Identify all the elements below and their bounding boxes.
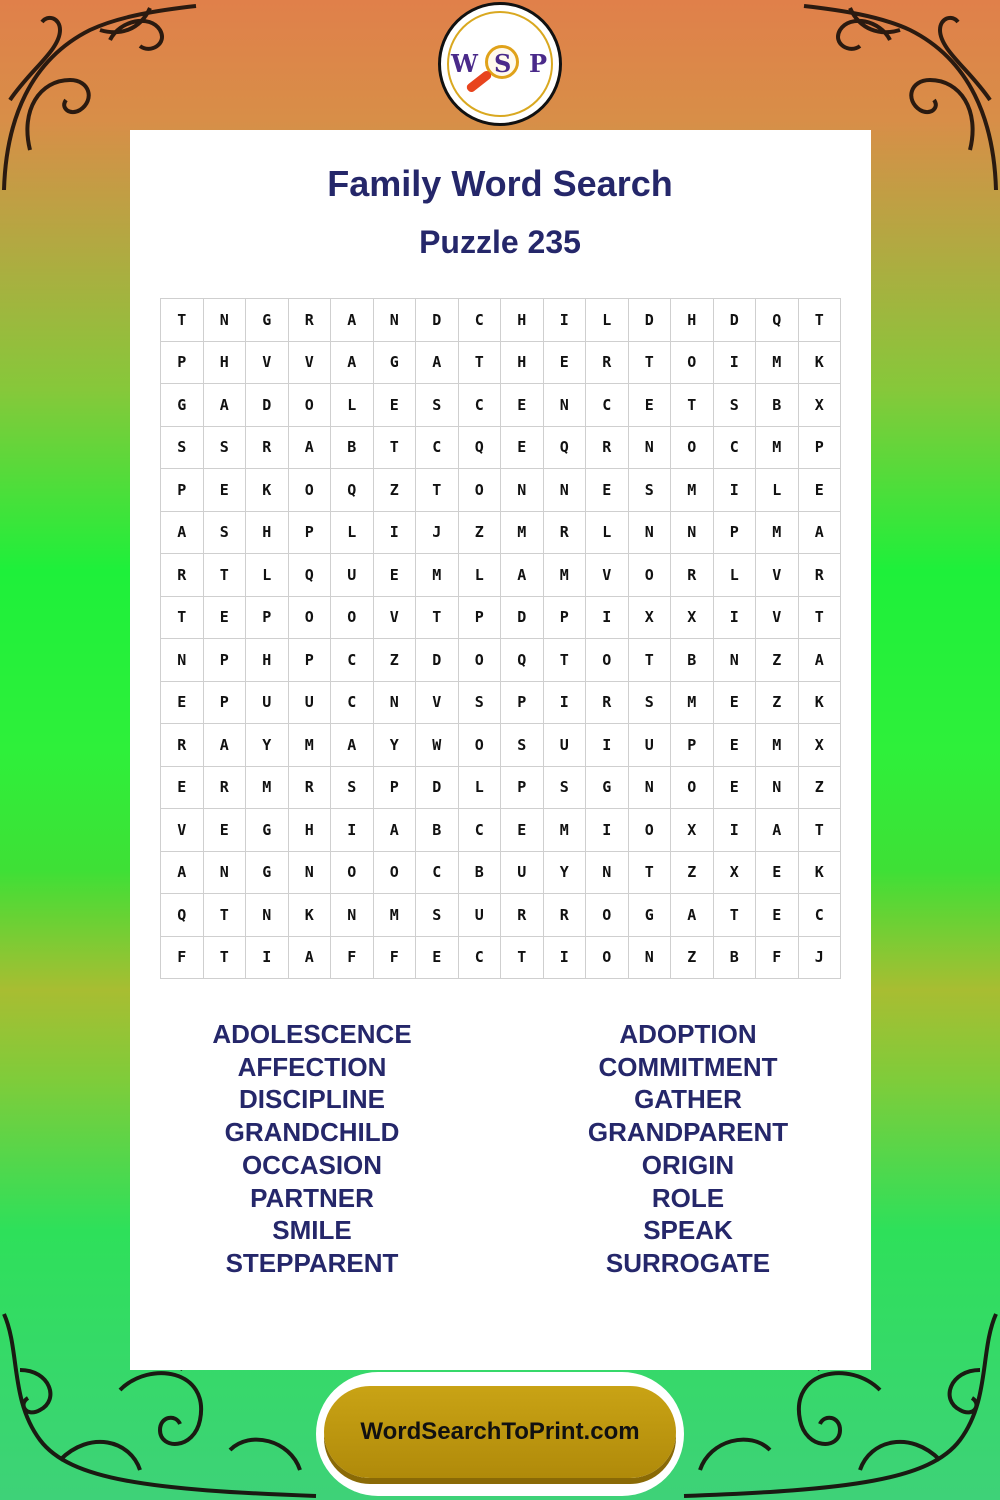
grid-cell[interactable]: N [629, 512, 672, 555]
grid-cell[interactable]: B [756, 384, 799, 427]
grid-cell[interactable]: F [161, 937, 204, 980]
grid-cell[interactable]: I [544, 937, 587, 980]
grid-cell[interactable]: V [756, 554, 799, 597]
grid-cell[interactable]: P [459, 597, 502, 640]
word-list-right [538, 1018, 838, 1280]
grid-cell[interactable]: M [671, 682, 714, 725]
grid-cell[interactable]: R [586, 427, 629, 470]
grid-cell[interactable]: N [161, 639, 204, 682]
grid-cell[interactable]: G [246, 809, 289, 852]
grid-cell[interactable]: U [501, 852, 544, 895]
word-item: OCCASION [241, 1149, 383, 1180]
grid-cell[interactable]: X [629, 597, 672, 640]
grid-cell[interactable]: U [544, 724, 587, 767]
grid-cell[interactable]: P [289, 512, 332, 555]
grid-cell[interactable]: T [204, 937, 247, 980]
grid-cell[interactable]: L [459, 767, 502, 810]
grid-cell[interactable]: O [586, 894, 629, 937]
grid-cell[interactable]: T [204, 554, 247, 597]
grid-cell[interactable]: I [586, 724, 629, 767]
grid-cell[interactable]: X [671, 809, 714, 852]
grid-cell[interactable]: P [544, 597, 587, 640]
grid-cell[interactable]: E [204, 597, 247, 640]
grid-cell[interactable]: D [629, 299, 672, 342]
word-item: SMILE [272, 1215, 352, 1246]
grid-cell[interactable]: Y [246, 724, 289, 767]
grid-cell[interactable]: E [204, 469, 247, 512]
grid-cell[interactable]: L [331, 512, 374, 555]
grid-cell[interactable]: S [204, 512, 247, 555]
grid-cell[interactable]: E [799, 469, 842, 512]
grid-cell[interactable]: Q [289, 554, 332, 597]
grid-cell[interactable]: R [246, 427, 289, 470]
grid-cell[interactable]: A [671, 894, 714, 937]
grid-cell[interactable]: C [459, 299, 502, 342]
grid-cell[interactable]: Z [374, 639, 417, 682]
grid-cell[interactable]: P [799, 427, 842, 470]
grid-cell[interactable]: P [289, 639, 332, 682]
grid-cell[interactable]: S [416, 384, 459, 427]
grid-cell[interactable]: O [459, 639, 502, 682]
grid-cell[interactable]: Z [374, 469, 417, 512]
grid-cell[interactable]: Z [756, 682, 799, 725]
grid-cell[interactable]: O [331, 597, 374, 640]
grid-cell[interactable]: A [331, 724, 374, 767]
grid-cell[interactable]: S [459, 682, 502, 725]
grid-cell[interactable]: G [161, 384, 204, 427]
grid-cell[interactable]: P [161, 342, 204, 385]
grid-cell[interactable]: J [799, 937, 842, 980]
grid-cell[interactable]: R [544, 894, 587, 937]
site-link[interactable]: WordSearchToPrint.com [324, 1386, 676, 1478]
grid-cell[interactable]: R [289, 299, 332, 342]
grid-cell[interactable]: M [544, 554, 587, 597]
grid-cell[interactable]: O [459, 724, 502, 767]
grid-cell[interactable]: S [714, 384, 757, 427]
grid-cell[interactable]: M [671, 469, 714, 512]
grid-cell[interactable]: S [629, 469, 672, 512]
grid-cell[interactable]: C [586, 384, 629, 427]
grid-cell[interactable]: N [501, 469, 544, 512]
grid-cell[interactable]: A [161, 512, 204, 555]
grid-cell[interactable]: B [714, 937, 757, 980]
grid-cell[interactable]: M [756, 427, 799, 470]
grid-cell[interactable]: F [374, 937, 417, 980]
grid-cell[interactable]: T [629, 852, 672, 895]
grid-cell[interactable]: R [586, 342, 629, 385]
grid-cell[interactable]: M [544, 809, 587, 852]
grid-cell[interactable]: V [374, 597, 417, 640]
grid-cell[interactable]: E [374, 384, 417, 427]
puzzle-number: Puzzle 235 [419, 224, 581, 260]
grid-cell[interactable]: D [416, 767, 459, 810]
word-item: COMMITMENT [598, 1051, 778, 1082]
word-item: PARTNER [250, 1182, 374, 1213]
wsp-logo[interactable] [438, 2, 562, 126]
grid-cell[interactable]: T [161, 299, 204, 342]
grid-cell[interactable]: C [459, 384, 502, 427]
word-item: SPEAK [643, 1215, 733, 1246]
grid-cell[interactable]: A [501, 554, 544, 597]
grid-cell[interactable]: Y [374, 724, 417, 767]
grid-cell[interactable]: I [714, 809, 757, 852]
grid-cell[interactable]: I [544, 299, 587, 342]
grid-cell[interactable]: A [204, 724, 247, 767]
grid-cell[interactable]: X [714, 852, 757, 895]
grid-cell[interactable]: E [501, 809, 544, 852]
grid-cell[interactable]: H [204, 342, 247, 385]
grid-cell[interactable]: N [289, 852, 332, 895]
grid-cell[interactable]: I [544, 682, 587, 725]
grid-cell[interactable]: A [416, 342, 459, 385]
grid-cell[interactable]: Z [756, 639, 799, 682]
grid-cell[interactable]: C [459, 937, 502, 980]
grid-cell[interactable]: C [331, 682, 374, 725]
logo-letter-s: S [494, 49, 512, 78]
grid-cell[interactable]: S [331, 767, 374, 810]
grid-cell[interactable]: O [671, 342, 714, 385]
grid-cell[interactable]: T [671, 384, 714, 427]
grid-cell[interactable]: H [501, 299, 544, 342]
grid-cell[interactable]: R [204, 767, 247, 810]
page-title: Family Word Search [327, 163, 673, 204]
word-item: AFFECTION [237, 1051, 387, 1082]
grid-cell[interactable]: T [416, 597, 459, 640]
grid-cell[interactable]: Z [799, 767, 842, 810]
grid-cell[interactable]: L [756, 469, 799, 512]
grid-cell[interactable]: N [331, 894, 374, 937]
grid-cell[interactable]: F [331, 937, 374, 980]
grid-cell[interactable]: O [459, 469, 502, 512]
grid-cell[interactable]: Q [756, 299, 799, 342]
grid-cell[interactable]: N [629, 937, 672, 980]
grid-cell[interactable]: P [501, 682, 544, 725]
grid-cell[interactable]: E [161, 767, 204, 810]
grid-cell[interactable]: A [756, 809, 799, 852]
grid-cell[interactable]: K [799, 682, 842, 725]
grid-cell[interactable]: P [374, 767, 417, 810]
grid-cell[interactable]: Z [459, 512, 502, 555]
grid-cell[interactable]: M [756, 724, 799, 767]
grid-cell[interactable]: R [289, 767, 332, 810]
grid-cell[interactable]: B [331, 427, 374, 470]
grid-cell[interactable]: I [714, 597, 757, 640]
grid-cell[interactable]: O [289, 597, 332, 640]
grid-cell[interactable]: B [671, 639, 714, 682]
grid-cell[interactable]: E [714, 767, 757, 810]
grid-cell[interactable]: N [204, 299, 247, 342]
grid-cell[interactable]: N [756, 767, 799, 810]
grid-cell[interactable]: O [586, 937, 629, 980]
grid-cell[interactable]: T [374, 427, 417, 470]
grid-cell[interactable]: N [714, 639, 757, 682]
grid-cell[interactable]: C [416, 427, 459, 470]
grid-cell[interactable]: I [714, 342, 757, 385]
grid-cell[interactable]: I [586, 597, 629, 640]
grid-cell[interactable]: F [756, 937, 799, 980]
grid-cell[interactable]: G [629, 894, 672, 937]
grid-cell[interactable]: N [544, 469, 587, 512]
grid-cell[interactable]: A [374, 809, 417, 852]
grid-cell[interactable]: A [331, 299, 374, 342]
grid-cell[interactable]: E [586, 469, 629, 512]
grid-cell[interactable]: T [799, 597, 842, 640]
grid-cell[interactable]: R [161, 554, 204, 597]
grid-cell[interactable]: E [416, 937, 459, 980]
grid-cell[interactable]: U [289, 682, 332, 725]
grid-cell[interactable]: X [799, 724, 842, 767]
grid-cell[interactable]: V [756, 597, 799, 640]
word-item: ADOLESCENCE [212, 1019, 412, 1049]
grid-cell[interactable]: Q [544, 427, 587, 470]
grid-cell[interactable]: O [586, 639, 629, 682]
grid-cell[interactable]: E [756, 852, 799, 895]
word-item: SURROGATE [605, 1247, 771, 1278]
grid-cell[interactable]: P [501, 767, 544, 810]
grid-cell[interactable]: Y [544, 852, 587, 895]
grid-cell[interactable]: N [629, 427, 672, 470]
grid-cell[interactable]: K [246, 469, 289, 512]
grid-cell[interactable]: E [629, 384, 672, 427]
grid-cell[interactable]: S [544, 767, 587, 810]
grid-cell[interactable]: A [161, 852, 204, 895]
grid-cell[interactable]: C [799, 894, 842, 937]
grid-cell[interactable]: I [374, 512, 417, 555]
grid-cell[interactable]: E [374, 554, 417, 597]
grid-cell[interactable]: L [331, 384, 374, 427]
grid-cell[interactable]: A [289, 937, 332, 980]
grid-cell[interactable]: P [204, 682, 247, 725]
grid-cell[interactable]: R [501, 894, 544, 937]
grid-cell[interactable]: X [671, 597, 714, 640]
grid-cell[interactable]: D [416, 299, 459, 342]
grid-cell[interactable]: T [799, 809, 842, 852]
grid-cell[interactable]: E [204, 809, 247, 852]
word-item: GATHER [634, 1084, 742, 1115]
grid-cell[interactable]: R [799, 554, 842, 597]
grid-cell[interactable]: R [671, 554, 714, 597]
grid-cell[interactable]: P [204, 639, 247, 682]
grid-cell[interactable]: Z [671, 852, 714, 895]
grid-cell[interactable]: U [331, 554, 374, 597]
grid-cell[interactable]: E [544, 342, 587, 385]
grid-cell[interactable]: T [416, 469, 459, 512]
grid-cell[interactable]: V [289, 342, 332, 385]
grid-cell[interactable]: S [629, 682, 672, 725]
grid-cell[interactable]: P [714, 512, 757, 555]
grid-cell[interactable]: E [161, 682, 204, 725]
grid-cell[interactable]: O [289, 384, 332, 427]
grid-cell[interactable]: S [204, 427, 247, 470]
grid-cell[interactable]: O [671, 427, 714, 470]
grid-cell[interactable]: N [374, 299, 417, 342]
grid-cell[interactable]: N [586, 852, 629, 895]
grid-cell[interactable]: O [289, 469, 332, 512]
grid-cell[interactable]: H [671, 299, 714, 342]
grid-cell[interactable]: H [246, 639, 289, 682]
grid-cell[interactable]: C [416, 852, 459, 895]
grid-cell[interactable]: H [246, 512, 289, 555]
grid-cell[interactable]: P [161, 469, 204, 512]
grid-cell[interactable]: Q [459, 427, 502, 470]
grid-cell[interactable]: N [544, 384, 587, 427]
grid-cell[interactable]: V [161, 809, 204, 852]
grid-cell[interactable]: L [714, 554, 757, 597]
grid-cell[interactable]: D [714, 299, 757, 342]
grid-cell[interactable]: I [331, 809, 374, 852]
logo-letter-w: W [451, 49, 478, 78]
grid-cell[interactable]: J [416, 512, 459, 555]
grid-cell[interactable]: V [586, 554, 629, 597]
grid-cell[interactable]: Q [161, 894, 204, 937]
grid-cell[interactable]: T [544, 639, 587, 682]
grid-cell[interactable]: A [204, 384, 247, 427]
grid-cell[interactable]: T [629, 639, 672, 682]
grid-cell[interactable]: D [416, 639, 459, 682]
word-item: GRANDPARENT [587, 1117, 789, 1148]
grid-cell[interactable]: W [416, 724, 459, 767]
grid-cell[interactable]: T [459, 342, 502, 385]
grid-cell[interactable]: M [289, 724, 332, 767]
logo-letter-p: P [529, 49, 548, 78]
grid-cell[interactable]: V [416, 682, 459, 725]
grid-cell[interactable]: A [289, 427, 332, 470]
word-list-left [162, 1018, 462, 1280]
grid-cell[interactable]: R [161, 724, 204, 767]
grid-cell[interactable]: E [501, 384, 544, 427]
grid-cell[interactable]: P [246, 597, 289, 640]
grid-cell[interactable]: E [756, 894, 799, 937]
grid-cell[interactable]: G [586, 767, 629, 810]
grid-cell[interactable]: S [501, 724, 544, 767]
grid-cell[interactable]: M [756, 342, 799, 385]
grid-cell[interactable]: I [246, 937, 289, 980]
grid-cell[interactable]: A [799, 639, 842, 682]
word-item: ROLE [651, 1182, 725, 1213]
grid-cell[interactable]: R [586, 682, 629, 725]
grid-cell[interactable]: T [204, 894, 247, 937]
grid-cell[interactable]: N [374, 682, 417, 725]
word-item: ORIGIN [641, 1149, 735, 1180]
grid-cell[interactable]: H [289, 809, 332, 852]
word-item: STEPPARENT [225, 1247, 399, 1278]
grid-cell[interactable]: M [374, 894, 417, 937]
grid-cell[interactable]: G [374, 342, 417, 385]
grid-cell[interactable]: K [289, 894, 332, 937]
grid-cell[interactable]: S [161, 427, 204, 470]
grid-cell[interactable]: U [629, 724, 672, 767]
grid-cell[interactable]: E [714, 724, 757, 767]
grid-cell[interactable]: C [331, 639, 374, 682]
grid-cell[interactable]: I [586, 809, 629, 852]
word-item: GRANDCHILD [224, 1117, 400, 1148]
grid-cell[interactable]: O [629, 554, 672, 597]
grid-cell[interactable]: D [501, 597, 544, 640]
grid-cell[interactable]: T [799, 299, 842, 342]
grid-cell[interactable]: R [544, 512, 587, 555]
grid-cell[interactable]: Q [331, 469, 374, 512]
grid-cell[interactable]: P [671, 724, 714, 767]
word-item: DISCIPLINE [239, 1084, 385, 1115]
grid-cell[interactable]: O [671, 767, 714, 810]
grid-cell[interactable]: M [246, 767, 289, 810]
grid-cell[interactable]: T [161, 597, 204, 640]
grid-cell[interactable]: K [799, 852, 842, 895]
footer-badge [316, 1372, 684, 1496]
grid-cell[interactable]: A [331, 342, 374, 385]
grid-cell[interactable]: M [501, 512, 544, 555]
grid-cell[interactable]: G [246, 299, 289, 342]
grid-cell[interactable]: C [459, 809, 502, 852]
grid-cell[interactable]: A [799, 512, 842, 555]
grid-cell[interactable]: E [501, 427, 544, 470]
grid-cell[interactable]: L [459, 554, 502, 597]
word-item: ADOPTION [619, 1019, 757, 1049]
grid-cell[interactable]: H [501, 342, 544, 385]
grid-cell[interactable]: N [671, 512, 714, 555]
grid-cell[interactable]: I [714, 469, 757, 512]
grid-cell[interactable]: D [246, 384, 289, 427]
grid-cell[interactable]: U [459, 894, 502, 937]
grid-cell[interactable]: O [629, 809, 672, 852]
grid-cell[interactable]: S [416, 894, 459, 937]
grid-cell[interactable]: N [246, 894, 289, 937]
grid-cell[interactable]: K [799, 342, 842, 385]
grid-cell[interactable]: Z [671, 937, 714, 980]
grid-cell[interactable]: X [799, 384, 842, 427]
grid-cell[interactable]: V [246, 342, 289, 385]
grid-cell[interactable]: L [586, 512, 629, 555]
grid-cell[interactable]: N [629, 767, 672, 810]
grid-cell[interactable]: T [714, 894, 757, 937]
grid-cell[interactable]: L [246, 554, 289, 597]
grid-cell[interactable]: T [501, 937, 544, 980]
grid-cell[interactable]: C [714, 427, 757, 470]
grid-cell[interactable]: B [459, 852, 502, 895]
grid-cell[interactable]: O [374, 852, 417, 895]
grid-cell[interactable]: B [416, 809, 459, 852]
grid-cell[interactable]: M [416, 554, 459, 597]
grid-cell[interactable]: E [714, 682, 757, 725]
grid-cell[interactable]: U [246, 682, 289, 725]
grid-cell[interactable]: O [331, 852, 374, 895]
grid-cell[interactable]: Q [501, 639, 544, 682]
grid-cell[interactable]: N [204, 852, 247, 895]
grid-cell[interactable]: T [629, 342, 672, 385]
grid-cell[interactable]: L [586, 299, 629, 342]
letter-grid [160, 298, 841, 979]
grid-cell[interactable]: G [246, 852, 289, 895]
grid-cell[interactable]: M [756, 512, 799, 555]
